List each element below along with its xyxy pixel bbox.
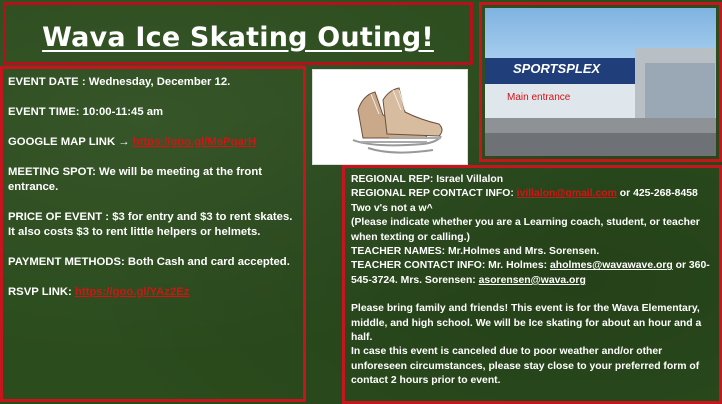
rep-email-link[interactable]: ivillalon@gmail.com [516, 188, 617, 200]
payment-methods: PAYMENT METHODS: Both Cash and card accepted. [8, 256, 290, 268]
google-map-link[interactable]: https://goo.gl/MsPqarH [132, 136, 257, 148]
photo-caption: Main entrance [507, 92, 571, 103]
page-title: Wava Ice Skating Outing! [42, 22, 434, 53]
rsvp-line [8, 285, 298, 300]
sportsplex-sign: SPORTSPLEX [513, 61, 601, 76]
two-vs-note: Two v's not a w^ [351, 202, 433, 214]
contact-info-box [342, 165, 722, 404]
regional-rep: REGIONAL REP: Israel Villalon [351, 174, 504, 185]
rep-phone: or 425-268-8458 [616, 188, 698, 200]
title-box [3, 2, 473, 65]
google-map-line [8, 135, 298, 150]
contact-note: (Please indicate whether you are a Learning coach, student, or teacher when texting or calling.) [351, 217, 700, 243]
event-details-box [0, 66, 306, 402]
rsvp-label: RSVP LINK: [8, 286, 75, 298]
sorensen-email[interactable]: asorensen@wava.org [478, 274, 586, 286]
ice-skates-image [312, 69, 468, 165]
rep-contact-label: REGIONAL REP CONTACT INFO: [351, 188, 517, 200]
event-date: EVENT DATE : Wednesday, December 12. [8, 76, 231, 88]
family-paragraph: Please bring family and friends! This event is for the Wava Elementary, middle, and high school. We will be Ice skating for about an hour and a half. [351, 303, 702, 344]
event-price: PRICE OF EVENT : $3 for entry and $3 to rent skates. It also costs $3 to rent little helpers or helmets. [8, 211, 293, 238]
ice-skates-icon [313, 70, 467, 164]
building-icon [485, 8, 716, 156]
holmes-email[interactable]: aholmes@wavawave.org [549, 260, 673, 272]
sportsplex-photo-box [479, 2, 722, 162]
meeting-spot: MEETING SPOT: We will be meeting at the front entrance. [8, 166, 262, 193]
teacher-contact-label: TEACHER CONTACT INFO: Mr. Holmes: [351, 260, 550, 272]
sportsplex-photo [485, 8, 716, 156]
regional-rep-contact [351, 187, 713, 201]
event-time: EVENT TIME: 10:00-11:45 am [8, 106, 164, 118]
teacher-contact [351, 259, 713, 288]
rsvp-link[interactable]: https://goo.gl/YAz2Ez [74, 286, 190, 298]
teacher-names: TEACHER NAMES: Mr.Holmes and Mrs. Sorensen. [351, 246, 600, 258]
teacher-contact-mid: or 360-545-3724. Mrs. Sorensen: [351, 260, 710, 286]
map-label: GOOGLE MAP LINK → [8, 136, 133, 148]
cancel-paragraph: In case this event is canceled due to poor weather and/or other unforeseen circumstances, please stay close to your preferred form of contact 2 hours prior to event. [351, 346, 700, 387]
